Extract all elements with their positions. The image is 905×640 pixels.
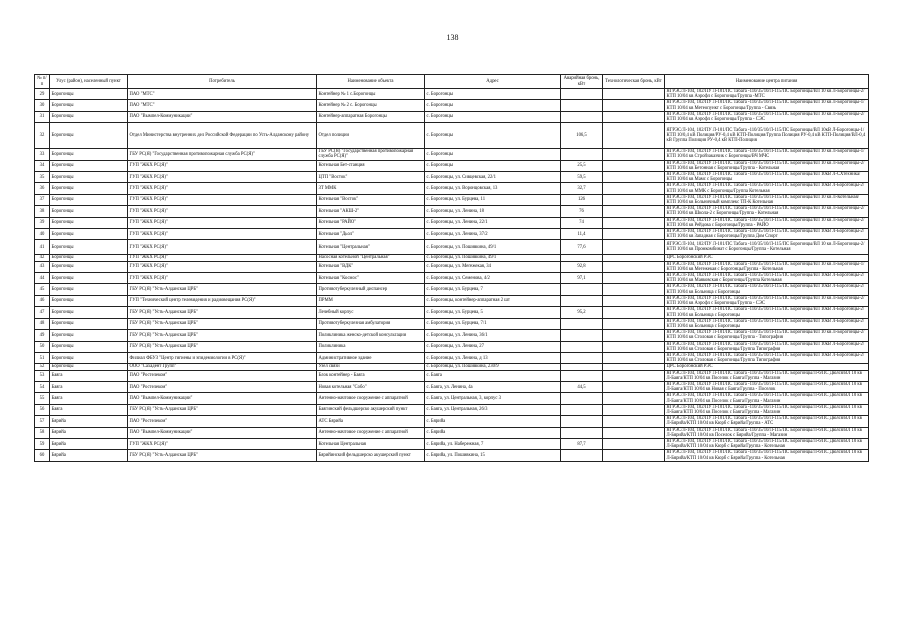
- emergency-reserve-cell: [561, 100, 603, 111]
- consumer-cell: ПАО "Ростелеком": [128, 381, 317, 392]
- settlement-cell: Баяга: [50, 381, 128, 392]
- consumer-cell: ГУП "ЖКХ РС(Я)": [128, 229, 317, 240]
- object-name-cell: Контейнер № 1 с.Борогонцы: [317, 89, 425, 100]
- table-row: [35, 206, 869, 217]
- power-center-cell: ЯГРЭС/Л-104, 102/ПУ Л-101/ПС Табага -110/35/10/Л-115/ПС Борогонцы/ВЛ 10 кв Л-Борогонцы-1/КТП 10/04 кв Мегежекая с Борогонцы/Группа - Котельная: [665, 261, 869, 272]
- consumer-cell: ГУП "ЖКХ РС(Я)": [128, 206, 317, 217]
- power-center-cell: ЯГРЭС/Л-104, 102/ПУ Л-101/ПС Табага -110/35/10/Л-115/ПС Борогонцы/ВЛ 10 кв Л-Борогонцы-2/КТП 10/04 кв Рейдова с Борогонцы/Группа - РАЙО: [665, 217, 869, 228]
- address-cell: с. Борогонцы, ул. Пошивкина, 230/9: [425, 364, 561, 370]
- address-cell: с. Борогонцы, ул. Ленина, 36/1: [425, 330, 561, 341]
- power-center-cell: ЯГРЭС/Л-104, 102/ПУ Л-101/ПС Табага -110/35/10/Л-115/ПС Борогонцы/ВЛ 10кВ Л-Борогонцы-2/КТП 10/04 кв Столовая с Борогонцы/Группа Типография: [665, 341, 869, 352]
- row-number: 51: [35, 352, 50, 363]
- consumer-cell: Филиал ФБУЗ "Центр гигиены и эпидемиологии в РС(Я)": [128, 352, 317, 363]
- row-number: 60: [35, 450, 50, 461]
- tech-reserve-cell: [603, 172, 665, 183]
- consumer-cell: ПАО "Ростелеком": [128, 370, 317, 381]
- address-cell: с. Борогонцы, контейнер-аппаратная 2 шт: [425, 295, 561, 306]
- address-cell: с. Борогонцы: [425, 100, 561, 111]
- emergency-reserve-cell: [561, 393, 603, 404]
- emergency-reserve-cell: 74: [561, 217, 603, 228]
- emergency-reserve-cell: 95,2: [561, 307, 603, 318]
- object-name-cell: Противотуберкулезный диспансер: [317, 284, 425, 295]
- table-row: [35, 100, 869, 111]
- emergency-reserve-cell: [561, 341, 603, 352]
- object-name-cell: Новая котельная "Собо": [317, 381, 425, 392]
- address-cell: с. Баяга, ул. Центральная, 3, корпус 3: [425, 393, 561, 404]
- tech-reserve-cell: [603, 100, 665, 111]
- consumer-cell: ПАО "Вымпел-Коммуникации": [128, 427, 317, 438]
- object-name-cell: Антенно-мачтовое сооружение с аппаратной: [317, 427, 425, 438]
- table-header-row: [35, 75, 869, 89]
- power-center-cell: ЯГРЭС/Л-104, 102/ПУ Л-101/ПС Табага -110/35/10/Л-115/ПС Борогонцы/Л-6/ПС Дюлся/ВЛ 10 кв Л-Бярийа/КТП 10/04 кв Поселок с Бярийа/Группа - Магазин: [665, 427, 869, 438]
- row-number: 40: [35, 229, 50, 240]
- tech-reserve-cell: [603, 183, 665, 194]
- row-number: 39: [35, 217, 50, 228]
- settlement-cell: Борогонцы: [50, 100, 128, 111]
- power-center-cell: ЯГРЭС/Л-104, 102/ПУ Л-101/ПС Табага -110/35/10/Л-115/ПС Борогонцы/Л-6/ПС Дюлся/ВЛ 10 кв Л-Бярийа/КТП 10/04 кв Кюрб с Бярийа/Группа - Котельная: [665, 438, 869, 449]
- tech-reserve-cell: [603, 240, 665, 255]
- object-name-cell: АТС Бярийа: [317, 416, 425, 427]
- row-number: 30: [35, 100, 50, 111]
- object-name-cell: Контейнер-аппаратная Борогонцы: [317, 111, 425, 122]
- table-row: [35, 307, 869, 318]
- settlement-cell: Борогонцы: [50, 330, 128, 341]
- emergency-reserve-cell: 44,5: [561, 381, 603, 392]
- tech-reserve-cell: [603, 318, 665, 329]
- address-cell: с. Борогонцы, ул. Бурцева, 5: [425, 307, 561, 318]
- settlement-cell: Бярийа: [50, 450, 128, 461]
- tech-reserve-cell: [603, 427, 665, 438]
- power-center-cell: ЯГРЭС/Л-104, 102/ПУ Л-101/ПС Табага -110/35/10/Л-115/ПС Борогонцы/Л-6/ПС Дюлся/ВЛ 10 кв Л-Баяга/КТП 10/04 кв Поселок с Баяга/Группа - Магазин: [665, 370, 869, 381]
- address-cell: с. Борогонцы, ул. Ленина, 37/2: [425, 229, 561, 240]
- row-number: 32: [35, 123, 50, 149]
- settlement-cell: Борогонцы: [50, 261, 128, 272]
- table-row: [35, 318, 869, 329]
- consumer-cell: ГБУ РС(Я) "Усть-Алданская ЦРБ": [128, 450, 317, 461]
- row-number: 41: [35, 240, 50, 255]
- row-number: 43: [35, 261, 50, 272]
- row-number: 58: [35, 427, 50, 438]
- settlement-cell: Борогонцы: [50, 229, 128, 240]
- tech-reserve-cell: [603, 307, 665, 318]
- tech-reserve-cell: [603, 450, 665, 461]
- emergency-reserve-cell: [561, 404, 603, 415]
- emergency-reserve-cell: [561, 284, 603, 295]
- header-address: Адрес: [425, 75, 561, 89]
- emergency-reserve-cell: [561, 330, 603, 341]
- table-row: [35, 404, 869, 415]
- consumer-cell: Отдел Министерства внутренних дел Российской Федерации по Усть-Алданскому району: [128, 123, 317, 149]
- tech-reserve-cell: [603, 438, 665, 449]
- emergency-reserve-cell: [561, 416, 603, 427]
- settlement-cell: Борогонцы: [50, 206, 128, 217]
- table-row: [35, 183, 869, 194]
- row-number: 31: [35, 111, 50, 122]
- address-cell: с. Борогонцы, ул. Ленина, 18: [425, 206, 561, 217]
- table-row: [35, 427, 869, 438]
- object-name-cell: Отдел полиции: [317, 123, 425, 149]
- settlement-cell: Борогонцы: [50, 194, 128, 205]
- address-cell: с. Борогонцы: [425, 160, 561, 171]
- row-number: 49: [35, 330, 50, 341]
- object-name-cell: Узел связи: [317, 364, 425, 370]
- tech-reserve-cell: [603, 341, 665, 352]
- row-number: 37: [35, 194, 50, 205]
- consumer-cell: ГУП "ЖКХ РС(Я)": [128, 217, 317, 228]
- power-center-cell: ЯГРЭС/Л-104, 102/ПУ Л-101/ПС Табага -110/35/10/Л-115/ПС Борогонцы/ВЛ 10 кв Л-Борогонцы-2/КТП 10/04 кв Школа-2 с Борогонцы/Группа - Котельная: [665, 206, 869, 217]
- power-center-cell: ЦРС Борогонский РЭС: [665, 364, 869, 370]
- tech-reserve-cell: [603, 194, 665, 205]
- address-cell: с. Борогонцы, ул. Мегежекая, 34: [425, 261, 561, 272]
- object-name-cell: Котельная "Дьол": [317, 229, 425, 240]
- tech-reserve-cell: [603, 273, 665, 284]
- row-number: 35: [35, 172, 50, 183]
- power-center-cell: ЯГРЭС/Л-104, 102/ПУ Л-101/ПС Табага -110/35/10/Л-115/ПС Борогонцы/ВЛ 10 кв Л-Борогонцы-1/КТП 10/04 кв Метеопункт с Борогонцы/Группа - Связь: [665, 100, 869, 111]
- settlement-cell: Бярийа: [50, 427, 128, 438]
- power-center-cell: ЯГРЭС/Л-104, 102/ПУ Л-101/ПС Табага -110/35/10/Л-115/ПС Борогонцы/ВЛ 10кВ Л-Борогонцы-2/КТП 10/04 кв Столовая с Борогонцы/Группа Типография: [665, 352, 869, 363]
- settlement-cell: Борогонцы: [50, 255, 128, 261]
- settlement-cell: Борогонцы: [50, 307, 128, 318]
- emergency-reserve-cell: [561, 370, 603, 381]
- emergency-reserve-cell: 11,4: [561, 229, 603, 240]
- table-row: [35, 111, 869, 122]
- object-name-cell: Контейнер № 2 с. Борогонцы: [317, 100, 425, 111]
- table-row: [35, 352, 869, 363]
- table-row: [35, 194, 869, 205]
- emergency-reserve-cell: 59,5: [561, 172, 603, 183]
- address-cell: с. Борогонцы, ул. Семенова, 4/2: [425, 273, 561, 284]
- tech-reserve-cell: [603, 89, 665, 100]
- settlement-cell: Бярийа: [50, 438, 128, 449]
- table-row: [35, 149, 869, 160]
- tech-reserve-cell: [603, 284, 665, 295]
- address-cell: с. Баяга, ул. Центральная, 26/3: [425, 404, 561, 415]
- tech-reserve-cell: [603, 261, 665, 272]
- row-number: 36: [35, 183, 50, 194]
- object-name-cell: ГБУ РС(Я) "Государственная противопожарная служба РС(Я)": [317, 149, 425, 160]
- consumer-cell: ГУП "ЖКХ РС(Я)": [128, 172, 317, 183]
- tech-reserve-cell: [603, 330, 665, 341]
- object-name-cell: Насосная котельной "Центральная": [317, 255, 425, 261]
- address-cell: с. Бярийа: [425, 427, 561, 438]
- object-name-cell: ПРММ: [317, 295, 425, 306]
- object-name-cell: Котельная "РАЙО": [317, 217, 425, 228]
- row-number: 42: [35, 255, 50, 261]
- tech-reserve-cell: [603, 217, 665, 228]
- power-center-cell: ЯГРЭС/Л-104, 102/ПУ Л-101/ПС Табага -110/35/10/Л-115/ПС Борогонцы/ВЛ 10 кв Л-Борогонцы-1/КТП 10/04 кв Стройзаказчик с Борогонцы/ВЧ МЧС: [665, 149, 869, 160]
- row-number: 53: [35, 370, 50, 381]
- power-center-cell: ЯГРЭС/Л-104, 102/ПУ Л-101/ПС Табага -110/35/10/Л-115/ПС Борогонцы/ВЛ 10кВ Л-Борогонцы-2/КТП 10/04 кв Маяковская с Борогонцы/Группа Котельная: [665, 273, 869, 284]
- consumer-cell: ГБУ РС(Я) "Усть-Алданская ЦРБ": [128, 404, 317, 415]
- row-number: 48: [35, 318, 50, 329]
- table-row: [35, 123, 869, 149]
- power-center-cell: ЯГРЭС/Л-104, 102/ПУ Л-101/ПС Табага -110/35/10/Л-115/ПС Борогонцы/ВЛ 10 кв Л-Борогонцы-2/КТП 10/04 кв Столовая с Борогонцы/Группа - Типография: [665, 330, 869, 341]
- consumer-cell: ГУП "ЖКХ РС(Я)": [128, 438, 317, 449]
- header-emergency-reserve: Аварийная бронь, кВт: [561, 75, 603, 89]
- tech-reserve-cell: [603, 229, 665, 240]
- address-cell: с. Бярийа, ул. Пошивкина, 15: [425, 450, 561, 461]
- emergency-reserve-cell: 25,5: [561, 160, 603, 171]
- address-cell: с. Борогонцы: [425, 123, 561, 149]
- emergency-reserve-cell: 106,5: [561, 123, 603, 149]
- consumer-cell: ГУП "ЖКХ РС(Я)": [128, 183, 317, 194]
- settlement-cell: Бярийа: [50, 416, 128, 427]
- tech-reserve-cell: [603, 370, 665, 381]
- table-row: [35, 330, 869, 341]
- consumer-cell: ПАО "МТС": [128, 89, 317, 100]
- page-number: 138: [446, 33, 459, 42]
- address-cell: с. Борогонцы, ул. Бурцева, 11: [425, 194, 561, 205]
- tech-reserve-cell: [603, 160, 665, 171]
- tech-reserve-cell: [603, 111, 665, 122]
- settlement-cell: Борогонцы: [50, 318, 128, 329]
- settlement-cell: Борогонцы: [50, 89, 128, 100]
- address-cell: с. Борогонцы: [425, 89, 561, 100]
- power-center-cell: ЯГРЭС/Л-104, 102/ПУ Л-101/ПС Табага -110/35/10/Л-115/ПС Борогонцы/Л-6/ПС Дюлся/ВЛ 10 кв Л-Баяга/КТП 10/04 кв Поселок с Баяга/Группа - Магазин: [665, 393, 869, 404]
- header-number: № п/п: [35, 75, 50, 89]
- address-cell: с. Бярийа, ул. Набережная, 7: [425, 438, 561, 449]
- object-name-cell: Поликлиника женско-детской консультации: [317, 330, 425, 341]
- consumer-cell: ГУП "ЖКХ РС(Я)": [128, 160, 317, 171]
- tech-reserve-cell: [603, 149, 665, 160]
- emergency-reserve-cell: [561, 149, 603, 160]
- address-cell: с. Борогонцы: [425, 149, 561, 160]
- power-center-cell: ЯГРЭС/Л-104, 102/ПУ Л-101/ПС Табага -110/35/10/Л-115/ПС Борогонцы/ВЛ 10кВ Л-Борогонцы-1/КТП 10/0,4 кВ Полиция/РУ-0,4 кВ КТП-Полиция/Группа Полиция РУ-0,4 кВ КТП-Полиция/ВЛ-0,4 кВ Группа Полиция РУ-0,4 кВ КТП-Полиция: [665, 123, 869, 149]
- consumer-cell: ГБУ РС(Я) "Усть-Алданская ЦРБ": [128, 307, 317, 318]
- table-row: [35, 295, 869, 306]
- table-row: [35, 217, 869, 228]
- power-center-cell: ЯГРЭС/Л-104, 102/ПУ Л-101/ПС Табага -110/35/10/Л-115/ПС Борогонцы/ВЛ 10кВ Л-Борогонцы-2/КТП 10/04 кв ММК с Борогонцы/Группа Котельная: [665, 183, 869, 194]
- row-number: 56: [35, 404, 50, 415]
- row-number: 50: [35, 341, 50, 352]
- header-settlement: Улус (район), населенный пункт: [50, 75, 128, 89]
- consumer-cell: ПАО "МТС": [128, 100, 317, 111]
- power-center-cell: ЯГРЭС/Л-104, 102/ПУ Л-101/ПС Табага -110/35/10/Л-115/ПС Борогонцы/ВЛ 10кВ Л-Борогонцы-2/КТП 10/04 кв Больница с Борогонцы: [665, 284, 869, 295]
- settlement-cell: Борогонцы: [50, 183, 128, 194]
- row-number: 57: [35, 416, 50, 427]
- row-number: 59: [35, 438, 50, 449]
- consumer-cell: ООО "Сахадент Групп": [128, 364, 317, 370]
- address-cell: с. Борогонцы, ул. Ленина, д 13: [425, 352, 561, 363]
- emergency-reserve-cell: 77,6: [561, 240, 603, 255]
- row-number: 55: [35, 393, 50, 404]
- consumer-cell: ГУП "ЖКХ РС(Я)": [128, 194, 317, 205]
- table-row: [35, 381, 869, 392]
- emergency-reserve-cell: 32,7: [561, 183, 603, 194]
- tech-reserve-cell: [603, 404, 665, 415]
- object-name-cell: Блок контейнер - Баяга: [317, 370, 425, 381]
- header-consumer: Потребитель: [128, 75, 317, 89]
- settlement-cell: Борогонцы: [50, 295, 128, 306]
- table-row: [35, 273, 869, 284]
- table-row: [35, 160, 869, 171]
- emergency-reserve-cell: 87,7: [561, 438, 603, 449]
- settlement-cell: Борогонцы: [50, 273, 128, 284]
- consumer-cell: ПАО "Ростелеком": [128, 416, 317, 427]
- object-name-cell: Котельная "АКШ-2": [317, 206, 425, 217]
- address-cell: с. Борогонцы, ул. Пошивкина, 49/1: [425, 240, 561, 255]
- emergency-reserve-cell: [561, 427, 603, 438]
- table-row: [35, 89, 869, 100]
- table-row: [35, 172, 869, 183]
- consumer-cell: ГУП "ЖКХ РС(Я)": [128, 261, 317, 272]
- consumer-cell: ГУП "ЖКХ РС(Я)": [128, 240, 317, 255]
- emergency-reserve-cell: [561, 295, 603, 306]
- table-row: [35, 261, 869, 272]
- row-number: 44: [35, 273, 50, 284]
- emergency-reserve-cell: 92,8: [561, 261, 603, 272]
- address-cell: с. Борогонцы, ул. Ленина, 22/1: [425, 217, 561, 228]
- power-center-cell: ЯГРЭС/Л-104, 102/ПУ Л-101/ПС Табага -110/35/10/Л-115/ПС Борогонцы/ВЛ 10 кв Л-Борогонцы-2/КТП 10/04 кв Аэрофл с Борогонцы/Группа - СЭС: [665, 111, 869, 122]
- power-center-cell: ЯГРЭС/Л-104, 102/ПУ Л-101/ПС Табага -110/35/10/Л-115/ПС Борогонцы/Л-6/ПС Дюлся/ВЛ 10 кв Л-Баяга/КТП 10/04 кв Новая с Баяга/Группа - Поселок: [665, 381, 869, 392]
- address-cell: с. Баяга: [425, 370, 561, 381]
- object-name-cell: Котельная Центральная: [317, 438, 425, 449]
- table-row: [35, 416, 869, 427]
- reservation-table: [34, 74, 869, 462]
- emergency-reserve-cell: 126: [561, 194, 603, 205]
- consumer-cell: ГБУ РС(Я) "Усть-Алданская ЦРБ": [128, 330, 317, 341]
- table-row: [35, 240, 869, 255]
- power-center-cell: ЦРС Борогонский РЭС: [665, 255, 869, 261]
- power-center-cell: ЯГРЭС/Л-104, 102/ПУ Л-101/ПС Табага -110/35/10/Л-115/ПС Борогонцы/ВЛ 10 кв Л-Борогонцы-2/КТП 10/04 кв Аэрофл с Борогонцы/Группа -МТС: [665, 89, 869, 100]
- power-center-cell: ЯГРЭС/Л-104, 102/ПУ Л-101/ПС Табага -110/35/10/Л-115/ПС Борогонцы/Л-6/ПС Дюлся/ВЛ 10 кв Л-Бярийа/КТП 10/04 кв Кюрб с Бярийа/Группа - Котельная: [665, 450, 869, 461]
- header-tech-reserve: Технологическая бронь, кВт: [603, 75, 665, 89]
- consumer-cell: ГБУ РС(Я) "Государственная противопожарная служба РС(Я)": [128, 149, 317, 160]
- power-center-cell: ЯГРЭС/Л-104, 102/ПУ Л-101/ПС Табага -110/35/10/Л-115/ПС Борогонцы/ВЛ 10кВ Л-Борогонцы-2/КТП 10/04 кв Больница с Борогонцы: [665, 318, 869, 329]
- power-center-cell: ЯГРЭС/Л-104, 102/ПУ Л-101/ПС Табага -110/35/10/Л-115/ПС Борогонцы/ВЛ 10 кв Л-Котельная/КТП 10/04 кв Больничный комплекс ТП-К Котельная: [665, 194, 869, 205]
- row-number: 52: [35, 364, 50, 370]
- address-cell: с. Борогонцы, ул. Сивцевская, 22/1: [425, 172, 561, 183]
- object-name-cell: Котельная "Центральная": [317, 240, 425, 255]
- address-cell: с. Борогонцы: [425, 111, 561, 122]
- row-number: 46: [35, 295, 50, 306]
- emergency-reserve-cell: [561, 318, 603, 329]
- tech-reserve-cell: [603, 295, 665, 306]
- object-name-cell: Баягинский фельдшерско акушерский пункт: [317, 404, 425, 415]
- settlement-cell: Борогонцы: [50, 111, 128, 122]
- emergency-reserve-cell: [561, 352, 603, 363]
- address-cell: с. Баяга, ул. Ленина, 4а: [425, 381, 561, 392]
- header-power-center: Наименование центра питания: [665, 75, 869, 89]
- tech-reserve-cell: [603, 393, 665, 404]
- consumer-cell: ПАО "Вымпел-Коммуникации": [128, 111, 317, 122]
- power-center-cell: ЯГРЭС/Л-104, 102/ПУ Л-101/ПС Табага -110/35/10/Л-115/ПС Борогонцы/ВЛ 10 кв Л-Борогонцы-2/КТП 10/04 кв Бетонная с Борогонцы/Группа - Котельная: [665, 160, 869, 171]
- consumer-cell: ГБУ РС(Я) "Усть-Алданская ЦРБ": [128, 318, 317, 329]
- emergency-reserve-cell: [561, 450, 603, 461]
- emergency-reserve-cell: [561, 89, 603, 100]
- tech-reserve-cell: [603, 416, 665, 427]
- row-number: 45: [35, 284, 50, 295]
- consumer-cell: ПАО "Вымпел-Коммуникации": [128, 393, 317, 404]
- consumer-cell: ГУП "ЖКХ РС(Я)": [128, 273, 317, 284]
- consumer-cell: ГБУ РС(Я) "Усть-Алданская ЦРБ": [128, 284, 317, 295]
- row-number: 54: [35, 381, 50, 392]
- settlement-cell: Борогонцы: [50, 352, 128, 363]
- tech-reserve-cell: [603, 352, 665, 363]
- address-cell: с. Бярийа: [425, 416, 561, 427]
- settlement-cell: Борогонцы: [50, 123, 128, 149]
- row-number: 38: [35, 206, 50, 217]
- object-name-cell: Котельная "Восток": [317, 194, 425, 205]
- tech-reserve-cell: [603, 381, 665, 392]
- settlement-cell: Баяга: [50, 393, 128, 404]
- tech-reserve-cell: [603, 206, 665, 217]
- settlement-cell: Борогонцы: [50, 341, 128, 352]
- table-row: [35, 438, 869, 449]
- power-center-cell: ЯГРЭС/Л-104, 102/ПУ Л-101/ПС Табага -110/35/10/Л-115/ПС Борогонцы/ВЛ 10кВ Л-СХтехника/КТП 10/04 кв Мамс с Борогонцы: [665, 172, 869, 183]
- table-row: [35, 341, 869, 352]
- settlement-cell: Борогонцы: [50, 284, 128, 295]
- address-cell: с. Борогонцы, ул. Пошивкина, 49/1: [425, 255, 561, 261]
- object-name-cell: Котельная Бет-станция: [317, 160, 425, 171]
- object-name-cell: Поликлиника: [317, 341, 425, 352]
- object-name-cell: ЦТП "Восток": [317, 172, 425, 183]
- power-center-cell: ЯГРЭС/Л-104, 102/ПУ Л-101/ПС Табага -110/35/10/Л-115/ПС Борогонцы/Л-6/ПС Дюлся/ВЛ 10 кв Л-Баяга/КТП 10/04 кв Поселок с Баяга/Группа - Магазин: [665, 404, 869, 415]
- object-name-cell: Антенно-мачтовое сооружение с аппаратной: [317, 393, 425, 404]
- settlement-cell: Борогонцы: [50, 240, 128, 255]
- power-center-cell: ЯГРЭС/Л-104, 102/ПУ Л-101/ПС Табага -110/35/10/Л-115/ПС Борогонцы/ВЛ 10 кв Л-Борогонцы-2/КТП 10/04 кв Аэрофл с Борогонцы/Группа - СЭС: [665, 295, 869, 306]
- table-row: [35, 229, 869, 240]
- object-name-cell: Противотуберкулезная амбулатория: [317, 318, 425, 329]
- table-row: [35, 284, 869, 295]
- object-name-cell: ЗТ ММК: [317, 183, 425, 194]
- table-row: [35, 370, 869, 381]
- object-name-cell: Бярийинский фельдшерско акушерский пункт: [317, 450, 425, 461]
- settlement-cell: Баяга: [50, 370, 128, 381]
- settlement-cell: Борогонцы: [50, 149, 128, 160]
- emergency-reserve-cell: [561, 111, 603, 122]
- row-number: 33: [35, 149, 50, 160]
- row-number: 47: [35, 307, 50, 318]
- consumer-cell: ГБУ РС(Я) "Усть-Алданская ЦРБ": [128, 341, 317, 352]
- power-center-cell: ЯГРЭС/Л-104, 102/ПУ Л-101/ПС Табага -110/35/10/Л-115/ПС Борогонцы/Л-6/ПС Дюлся/ВЛ 10 кв Л-Бярийа/КТП 10/04 кв Кюрб с Бярийа/Группа - АТС: [665, 416, 869, 427]
- address-cell: с. Борогонцы, ул. Воронцовская, 13: [425, 183, 561, 194]
- object-name-cell: Котельная "Космос": [317, 273, 425, 284]
- address-cell: с. Борогонцы, ул. Бурцева, 7: [425, 284, 561, 295]
- settlement-cell: Борогонцы: [50, 160, 128, 171]
- table-row: [35, 450, 869, 461]
- settlement-cell: Борогонцы: [50, 217, 128, 228]
- power-center-cell: ЯГРЭС/Л-104, 102/ПУ Л-101/ПС Табага -110/35/10/Л-115/ПС Борогонцы/ВЛ 10кВ Л-Борогонцы-2/КТП 10/04 кв Западная с Борогонцы/Группа Дом Спорт: [665, 229, 869, 240]
- consumer-cell: ГУП "Технический центр телевидения и радиовещания РС(Я)": [128, 295, 317, 306]
- power-center-cell: ЯГРЭС/Л-104, 102/ПУ Л-101/ПС Табага -110/35/10/Л-115/ПС Борогонцы/ВЛ 10кВ Л-Борогонцы-2/КТП 10/04 кв Больница с Борогонцы: [665, 307, 869, 318]
- emergency-reserve-cell: 76: [561, 206, 603, 217]
- settlement-cell: Баяга: [50, 404, 128, 415]
- settlement-cell: Борогонцы: [50, 364, 128, 370]
- header-object: Наименование объекта: [317, 75, 425, 89]
- settlement-cell: Борогонцы: [50, 172, 128, 183]
- address-cell: с. Борогонцы, ул. Ленина, 27: [425, 341, 561, 352]
- table-row: [35, 393, 869, 404]
- consumer-cell: ГУП "ЖКХ РС(Я)": [128, 255, 317, 261]
- row-number: 29: [35, 89, 50, 100]
- row-number: 34: [35, 160, 50, 171]
- power-center-cell: ЯГРЭС/Л-104, 102/ПУ Л-101/ПС Табага -110/35/10/Л-115/ПС Борогонцы/ВЛ 10 кв Л-Борогонцы-2/КТП 10/04 кв Промкомбинат с Борогонцы/Группа - Котельная: [665, 240, 869, 255]
- tech-reserve-cell: [603, 123, 665, 149]
- object-name-cell: Котельная "ВДК": [317, 261, 425, 272]
- address-cell: с. Борогонцы, ул. Бурцева, 7/1: [425, 318, 561, 329]
- emergency-reserve-cell: 97,1: [561, 273, 603, 284]
- object-name-cell: Административное здание: [317, 352, 425, 363]
- object-name-cell: Лечебный корпус: [317, 307, 425, 318]
